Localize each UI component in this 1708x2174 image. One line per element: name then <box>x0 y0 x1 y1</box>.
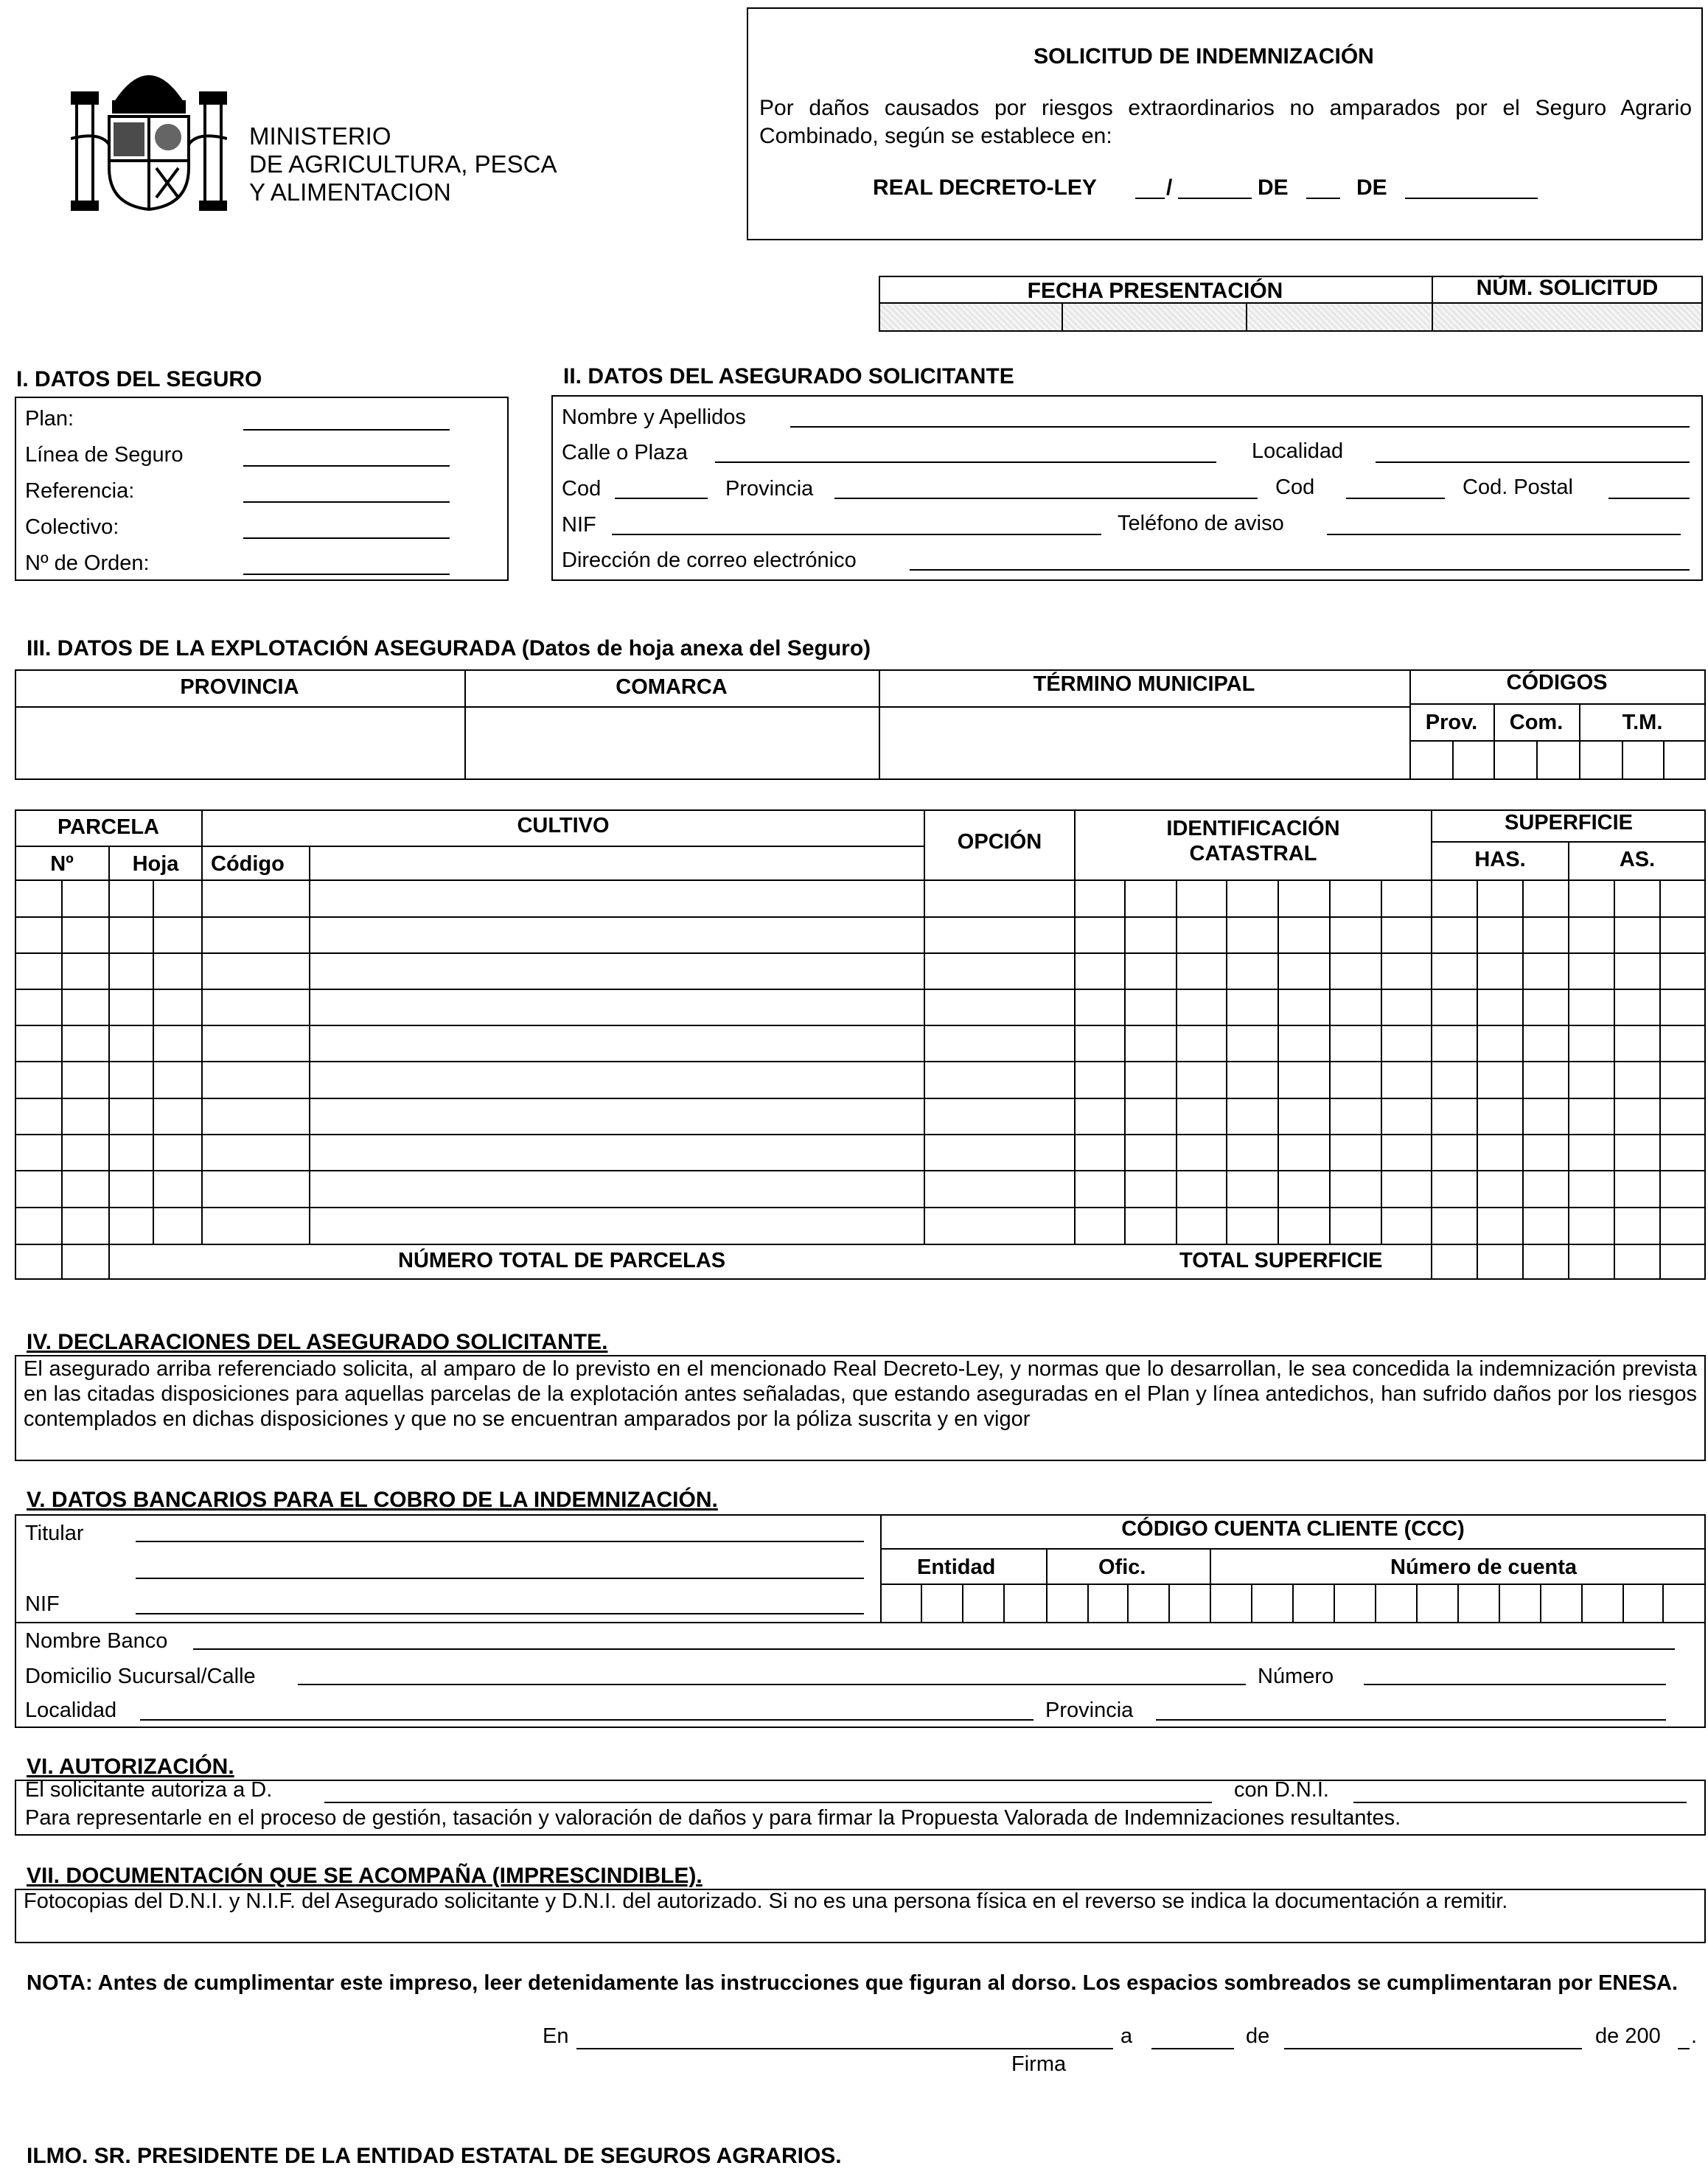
decree-de-2: DE <box>1356 175 1387 200</box>
bank-localidad-label: Localidad <box>25 1699 117 1722</box>
localidad-label: Localidad <box>1252 439 1344 463</box>
comarca-header: COMARCA <box>616 675 728 699</box>
num-solicitud-label: NÚM. SOLICITUD <box>1476 276 1659 300</box>
as-header: AS. <box>1619 848 1656 871</box>
request-text: Por daños causados por riesgos extraordinarios no amparados por el Seguro Agrario Combinado, según se establece en: <box>759 96 1692 148</box>
autorizacion-text: Para representarle en el proceso de gestión, tasación y valoración de daños y para firmar la Propuesta Valorada de Indemnizaciones resultantes. <box>25 1806 1401 1830</box>
section-4-title: IV. DECLARACIONES DEL ASEGURADO SOLICITANTE. <box>27 1330 608 1354</box>
linea-seguro-label: Línea de Seguro <box>25 443 184 467</box>
ofic-header: Ofic. <box>1098 1555 1146 1579</box>
bank-provincia-label: Provincia <box>1045 1699 1134 1722</box>
codigo-header: Código <box>211 852 285 876</box>
dia-field[interactable] <box>1151 2048 1234 2049</box>
cultivo-header: CULTIVO <box>517 814 610 837</box>
tm-header: T.M. <box>1622 711 1663 734</box>
colectivo-label: Colectivo: <box>25 515 119 539</box>
addressee: ILMO. SR. PRESIDENTE DE LA ENTIDAD ESTATAL DE SEGUROS AGRARIOS. <box>27 2144 842 2168</box>
mes-field[interactable] <box>1284 2048 1582 2049</box>
de-200-label: de 200 <box>1595 2024 1661 2048</box>
telefono-label: Teléfono de aviso <box>1118 512 1284 535</box>
section-5-title: V. DATOS BANCARIOS PARA EL COBRO DE LA INDEMNIZACIÓN. <box>27 1488 718 1512</box>
ident-header-2: CATASTRAL <box>1189 842 1317 865</box>
firma-label: Firma <box>1011 2052 1067 2076</box>
autoriza-label: El solicitante autoriza a D. <box>25 1778 273 1802</box>
numero-field[interactable] <box>1364 1684 1666 1685</box>
ministry-line-2: DE AGRICULTURA, PESCA <box>249 150 557 178</box>
cod-1-label: Cod <box>562 477 602 501</box>
calle-label: Calle o Plaza <box>562 441 688 464</box>
plan-label: Plan: <box>25 407 74 431</box>
section-7-title: VII. DOCUMENTACIÓN QUE SE ACOMPAÑA (IMPRESCINDIBLE). <box>27 1864 703 1888</box>
numero-cuenta-header: Número de cuenta <box>1390 1555 1577 1579</box>
hoja-header: Hoja <box>132 852 179 876</box>
en-label: En <box>543 2024 569 2048</box>
nombre-banco-label: Nombre Banco <box>25 1629 168 1653</box>
nombre-label: Nombre y Apellidos <box>562 405 746 429</box>
total-parcelas-label: NÚMERO TOTAL DE PARCELAS <box>398 1249 726 1272</box>
entidad-header: Entidad <box>917 1555 996 1579</box>
num-orden-label: Nº de Orden: <box>25 551 150 575</box>
ccc-header: CÓDIGO CUENTA CLIENTE (CCC) <box>1121 1517 1465 1541</box>
domicilio-field[interactable] <box>298 1684 1246 1685</box>
declaration-text: El asegurado arriba referenciado solicita, al amparo de lo previsto en el mencionado Real Decreto-Ley, y normas que lo desarrollan, le sea concedida la indemnización prevista en las citadas disposiciones para aquellas parcelas de la explotación antes señaladas, que estando aseguradas en el Plan y línea antedichos, han sufrido daños por los riesgos contemplados en dichas disposiciones y que no se encuentran amparados por la póliza suscrita y en vigor <box>24 1357 1697 1431</box>
superficie-header: SUPERFICIE <box>1504 811 1634 835</box>
codigos-header: CÓDIGOS <box>1506 671 1608 694</box>
num-header: Nº <box>50 852 74 876</box>
ministry-line-3: Y ALIMENTACION <box>249 178 451 206</box>
signature-dot: . <box>1691 2024 1698 2048</box>
cod-postal-label: Cod. Postal <box>1463 475 1573 499</box>
nif-label: NIF <box>562 513 596 537</box>
titular-label: Titular <box>25 1522 84 1545</box>
prov-header: Prov. <box>1425 711 1478 734</box>
documentacion-text: Fotocopias del D.N.I. y N.I.F. del Asegurado solicitante y D.N.I. del autorizado. Si no es una persona física en el reverso se indica la documentación a remitir. <box>24 1889 1508 1913</box>
section-3-title: III. DATOS DE LA EXPLOTACIÓN ASEGURADA (Datos de hoja anexa del Seguro) <box>27 636 871 661</box>
bank-localidad-field[interactable] <box>140 1719 1033 1721</box>
fecha-presentacion-label: FECHA PRESENTACIÓN <box>1027 279 1283 303</box>
provincia-header: PROVINCIA <box>180 675 299 699</box>
decree-de-1: DE <box>1258 175 1289 200</box>
section-6-title: VI. AUTORIZACIÓN. <box>27 1755 234 1779</box>
dni-label: con D.N.I. <box>1234 1778 1329 1802</box>
ident-header-1: IDENTIFICACIÓN <box>1166 817 1340 840</box>
decree-slash: / <box>1166 175 1173 200</box>
decree-label: REAL DECRETO-LEY <box>873 175 1097 200</box>
cod-2-label: Cod <box>1275 475 1315 499</box>
section-1-title: I. DATOS DEL SEGURO <box>16 367 262 391</box>
anio-field[interactable] <box>1678 2048 1690 2049</box>
section-2-title: II. DATOS DEL ASEGURADO SOLICITANTE <box>563 364 1014 389</box>
dni-field[interactable] <box>1353 1802 1687 1803</box>
bank-provincia-field[interactable] <box>1156 1719 1666 1721</box>
request-title: SOLICITUD DE INDEMNIZACIÓN <box>1033 44 1374 69</box>
referencia-label: Referencia: <box>25 479 135 503</box>
com-header: Com. <box>1509 711 1564 734</box>
a-label: a <box>1120 2024 1133 2048</box>
total-superficie-label: TOTAL SUPERFICIE <box>1179 1249 1383 1272</box>
nombre-banco-field[interactable] <box>193 1648 1675 1650</box>
domicilio-label: Domicilio Sucursal/Calle <box>25 1665 256 1688</box>
nota-text: NOTA: Antes de cumplimentar este impreso, leer detenidamente las instrucciones que figuran al dorso. Los espacios sombreados se cumplimentaran por ENESA. <box>27 1971 1679 1995</box>
has-header: HAS. <box>1474 848 1526 871</box>
bank-nif-label: NIF <box>25 1592 60 1616</box>
email-label: Dirección de correo electrónico <box>562 548 857 572</box>
ministry-line-1: MINISTERIO <box>249 122 391 150</box>
provincia-label: Provincia <box>725 477 814 501</box>
numero-label: Número <box>1258 1665 1334 1688</box>
opcion-header: OPCIÓN <box>957 830 1042 854</box>
de-label: de <box>1246 2024 1270 2048</box>
termino-header: TÉRMINO MUNICIPAL <box>1033 672 1255 696</box>
parcela-header: PARCELA <box>57 815 160 839</box>
autorizado-field[interactable] <box>324 1802 1212 1803</box>
lugar-field[interactable] <box>576 2048 1113 2049</box>
